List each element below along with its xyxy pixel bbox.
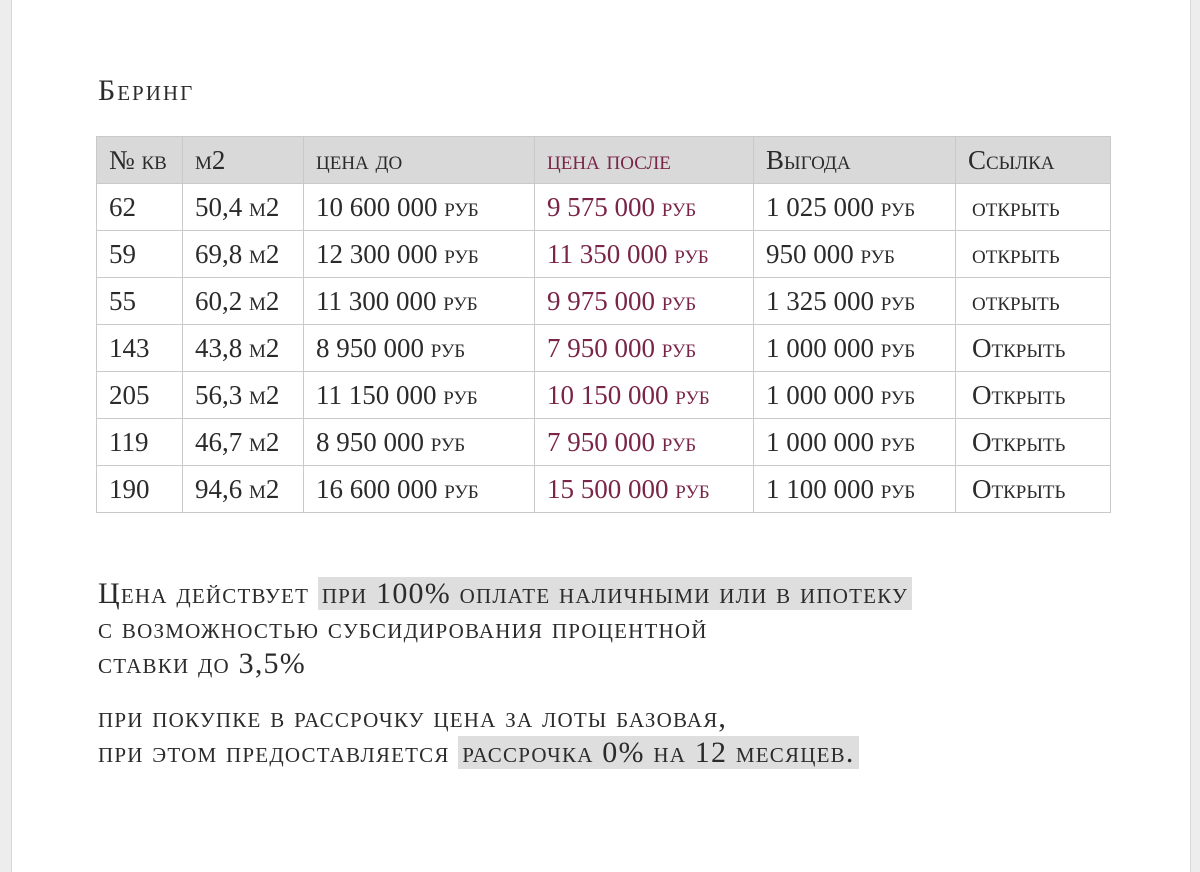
apt-area: 46,7 м2	[183, 419, 304, 466]
price-after: 10 150 000 руб	[535, 372, 754, 419]
benefit: 1 325 000 руб	[754, 278, 956, 325]
note-text: Цена действует	[98, 577, 318, 610]
price-after: 7 950 000 руб	[535, 419, 754, 466]
apt-number: 143	[97, 325, 183, 372]
benefit: 1 100 000 руб	[754, 466, 956, 513]
highlighted-text: при 100% оплате наличными или в ипотеку	[318, 577, 912, 610]
table-row	[97, 278, 1111, 325]
header-apt-number: № кв	[97, 137, 183, 184]
apt-area: 43,8 м2	[183, 325, 304, 372]
note-line: ставки до 3,5%	[98, 647, 306, 680]
price-before: 11 300 000 руб	[304, 278, 535, 325]
apt-number: 190	[97, 466, 183, 513]
header-area: м2	[183, 137, 304, 184]
open-link[interactable]: открыть	[956, 184, 1111, 231]
header-price-after: цена после	[535, 137, 754, 184]
header-price-before: цена до	[304, 137, 535, 184]
open-link[interactable]: Открыть	[956, 466, 1111, 513]
open-link[interactable]: Открыть	[956, 325, 1111, 372]
page-title: Беринг	[98, 74, 195, 107]
note-line: при покупке в рассрочку цена за лоты базовая,	[98, 701, 728, 734]
price-before: 16 600 000 руб	[304, 466, 535, 513]
open-link[interactable]: Открыть	[956, 372, 1111, 419]
benefit: 1 000 000 руб	[754, 325, 956, 372]
apartments-price-table	[96, 136, 1111, 513]
open-link[interactable]: Открыть	[956, 419, 1111, 466]
note-line	[98, 735, 859, 770]
highlighted-text: рассрочка 0% на 12 месяцев.	[458, 736, 858, 769]
document-page	[11, 0, 1191, 872]
header-benefit: Выгода	[754, 137, 956, 184]
header-link: Ссылка	[956, 137, 1111, 184]
payment-terms-note	[98, 576, 912, 681]
note-text: при этом предоставляется	[98, 736, 459, 769]
apt-area: 60,2 м2	[183, 278, 304, 325]
apt-number: 119	[97, 419, 183, 466]
price-after: 11 350 000 руб	[535, 231, 754, 278]
table-row	[97, 184, 1111, 231]
table-row	[97, 231, 1111, 278]
table-row	[97, 325, 1111, 372]
benefit: 950 000 руб	[754, 231, 956, 278]
price-after: 9 575 000 руб	[535, 184, 754, 231]
note-line: с возможностью субсидирования процентной	[98, 612, 708, 645]
open-link[interactable]: открыть	[956, 278, 1111, 325]
table-row	[97, 419, 1111, 466]
price-after: 15 500 000 руб	[535, 466, 754, 513]
benefit: 1 000 000 руб	[754, 372, 956, 419]
price-after: 7 950 000 руб	[535, 325, 754, 372]
price-before: 12 300 000 руб	[304, 231, 535, 278]
price-before: 8 950 000 руб	[304, 325, 535, 372]
installment-note	[98, 700, 859, 770]
apt-number: 205	[97, 372, 183, 419]
benefit: 1 025 000 руб	[754, 184, 956, 231]
apt-area: 69,8 м2	[183, 231, 304, 278]
apt-area: 94,6 м2	[183, 466, 304, 513]
price-before: 11 150 000 руб	[304, 372, 535, 419]
apt-number: 62	[97, 184, 183, 231]
benefit: 1 000 000 руб	[754, 419, 956, 466]
apt-number: 59	[97, 231, 183, 278]
open-link[interactable]: открыть	[956, 231, 1111, 278]
table-row	[97, 466, 1111, 513]
table-row	[97, 372, 1111, 419]
price-before: 10 600 000 руб	[304, 184, 535, 231]
apt-number: 55	[97, 278, 183, 325]
price-before: 8 950 000 руб	[304, 419, 535, 466]
note-line	[98, 576, 912, 611]
apt-area: 56,3 м2	[183, 372, 304, 419]
table-header-row	[97, 137, 1111, 184]
apt-area: 50,4 м2	[183, 184, 304, 231]
price-after: 9 975 000 руб	[535, 278, 754, 325]
